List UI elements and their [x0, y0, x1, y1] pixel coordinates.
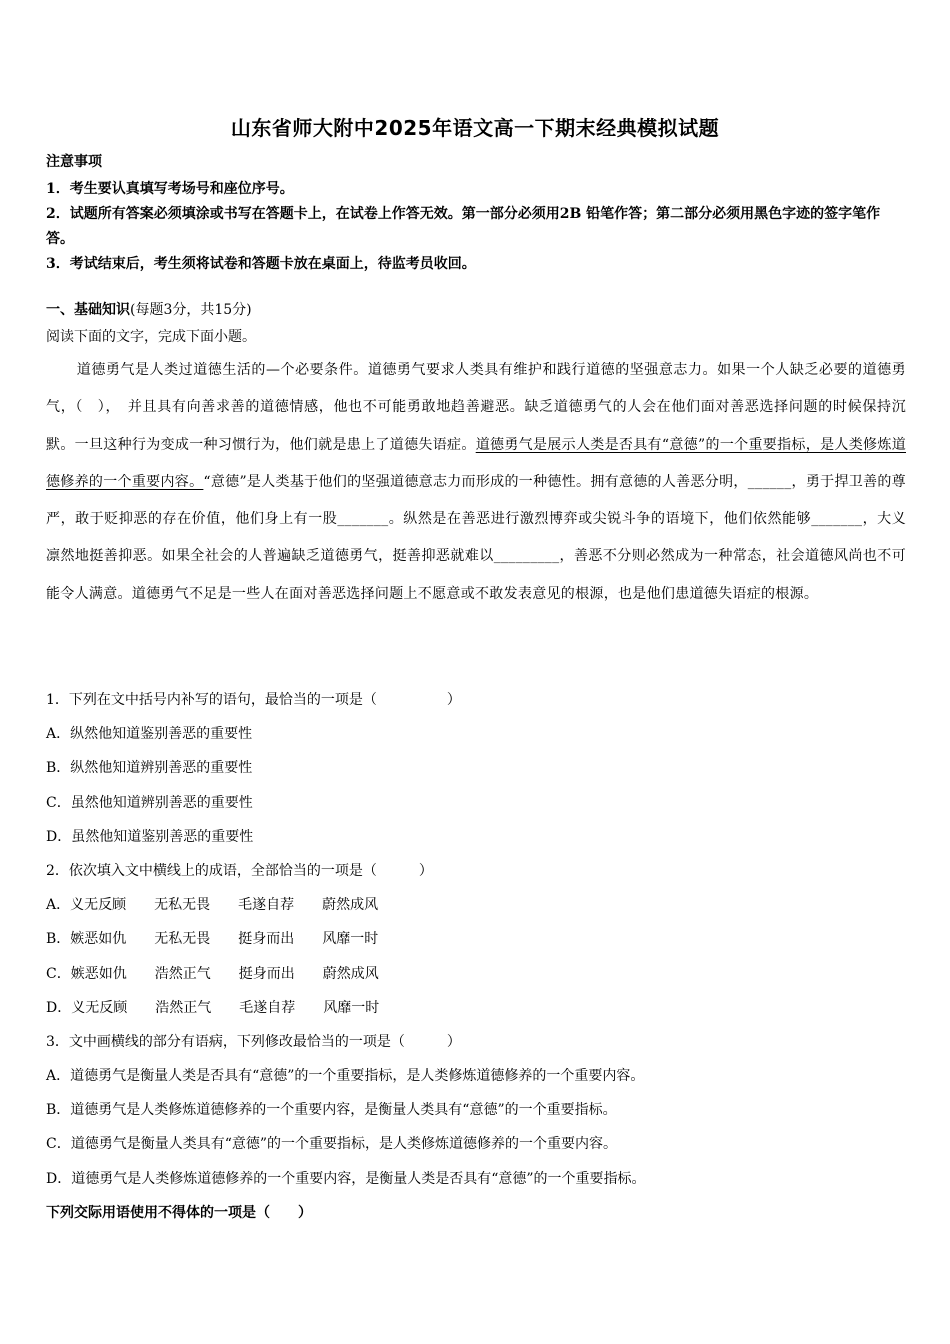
idiom: 风靡一时	[322, 931, 379, 948]
question-1-option-d: D．虽然他知道鉴别善恶的重要性	[46, 828, 254, 845]
idiom: 风靡一时	[323, 999, 380, 1016]
idiom: D．义无反顾	[46, 999, 128, 1016]
page-title: 山东省师大附中2025年语文高一下期末经典模拟试题	[230, 116, 720, 140]
idiom: 挺身而出	[238, 965, 295, 982]
idiom: C．嫉恶如仇	[46, 965, 127, 982]
question-1-option-b: B．纵然他知道辨别善恶的重要性	[46, 760, 253, 777]
question-2-option-c	[46, 960, 906, 994]
reading-passage	[46, 352, 906, 613]
question-3-option-c: C．道德勇气是衡量人类具有“意德”的一个重要指标，是人类修炼道德修养的一个重要内容。	[46, 1136, 618, 1153]
idiom: 无私无畏	[154, 897, 211, 914]
question-3-option-a: A．道德勇气是衡量人类是否具有“意德”的一个重要指标，是人类修炼道德修养的一个重要内容。	[46, 1068, 645, 1085]
question-2-option-b	[46, 925, 906, 959]
idiom: 蔚然成风	[322, 965, 379, 982]
passage-part-2: “意德”是人类基于他们的坚强道德意志力而形成的一种德性。拥有意德的人善恶分明，______，勇于捍卫善的尊严，敢于贬抑恶的存在价值，他们身上有一股_______。纵然是在善恶进行激烈博弈或尖锐斗争的语境下，他们依然能够_______，大义凛然地挺善抑恶。如果全社会的人普遍缺乏道德勇气，挺善抑恶就难以_________，善恶不分则必然成为一种常态，社会道德风尚也不可能令人满意。道德勇气不足是一些人在面对善恶选择问题上不愿意或不敢发表意见的根源，也是他们患道德失语症的根源。	[46, 473, 906, 602]
idiom: B．嫉恶如仇	[46, 931, 127, 948]
question-1-option-c: C．虽然他知道辨别善恶的重要性	[46, 794, 253, 811]
reading-instruction: 阅读下面的文字，完成下面小题。	[46, 329, 256, 345]
question-3-option-d: D．道德勇气是人类修炼道德修养的一个重要内容，是衡量人类是否具有“意德”的一个重要指标。	[46, 1170, 646, 1187]
section-score: (每题3分，共15分)	[130, 302, 252, 318]
passage-part-1: 道德勇气是人类过道德生活的—个必要条件。道德勇气要求人类具有维护和践行道德的坚强意志力。如果一个人缺乏必要的道德勇气，（ ）， 并且具有向善求善的道德情感，他也不可能勇敢地趋善避恶。缺乏道德勇气的人会在他们面对善恶选择问题的时候保持沉默。一旦这种行为变成一种习惯行为，他们就是患上了道德失语症。	[46, 362, 906, 453]
question-3-stem: 3．文中画横线的部分有语病，下列修改最恰当的一项是（ ）	[46, 1033, 461, 1050]
idiom: 毛遂自荐	[238, 897, 295, 914]
notice-block	[46, 150, 906, 277]
idiom: A．义无反顾	[46, 897, 127, 914]
notice-heading: 注意事项	[46, 154, 102, 170]
idiom: 蔚然成风	[322, 897, 379, 914]
question-2-option-a	[46, 891, 906, 925]
section-heading	[46, 299, 252, 319]
question-4-stem: 下列交际用语使用不得体的一项是（ ）	[46, 1204, 312, 1221]
question-1-option-a: A．纵然他知道鉴别善恶的重要性	[46, 726, 253, 743]
question-3-option-b: B．道德勇气是人类修炼道德修养的一个重要内容，是衡量人类具有“意德”的一个重要指标。	[46, 1102, 617, 1119]
notice-item-2: 2．试题所有答案必须填涂或书写在答题卡上，在试卷上作答无效。第一部分必须用2B 铅笔作答；第二部分必须用黑色字迹的签字笔作答。	[46, 206, 881, 247]
section-title: 一、基础知识	[46, 302, 130, 318]
idiom: 无私无畏	[154, 931, 211, 948]
notice-item-1: 1．考生要认真填写考场号和座位序号。	[46, 181, 294, 197]
notice-item-3: 3．考试结束后，考生须将试卷和答题卡放在桌面上，待监考员收回。	[46, 256, 476, 272]
passage-underlined-sentence: 道德勇气是展示人类是否具有“意德”的一个重要指标，是人类修炼道德修养的一个重要内容。	[46, 436, 906, 490]
idiom: 挺身而出	[238, 931, 295, 948]
question-1-stem: 1．下列在文中括号内补写的语句，最恰当的一项是（ ）	[46, 692, 461, 708]
questions-area	[46, 686, 906, 1233]
idiom: 毛遂自荐	[239, 999, 296, 1016]
question-2-option-d	[46, 994, 906, 1028]
idiom: 浩然正气	[154, 965, 211, 982]
idiom: 浩然正气	[155, 999, 212, 1016]
question-2-stem: 2．依次填入文中横线上的成语，全部恰当的一项是（ ）	[46, 862, 433, 879]
